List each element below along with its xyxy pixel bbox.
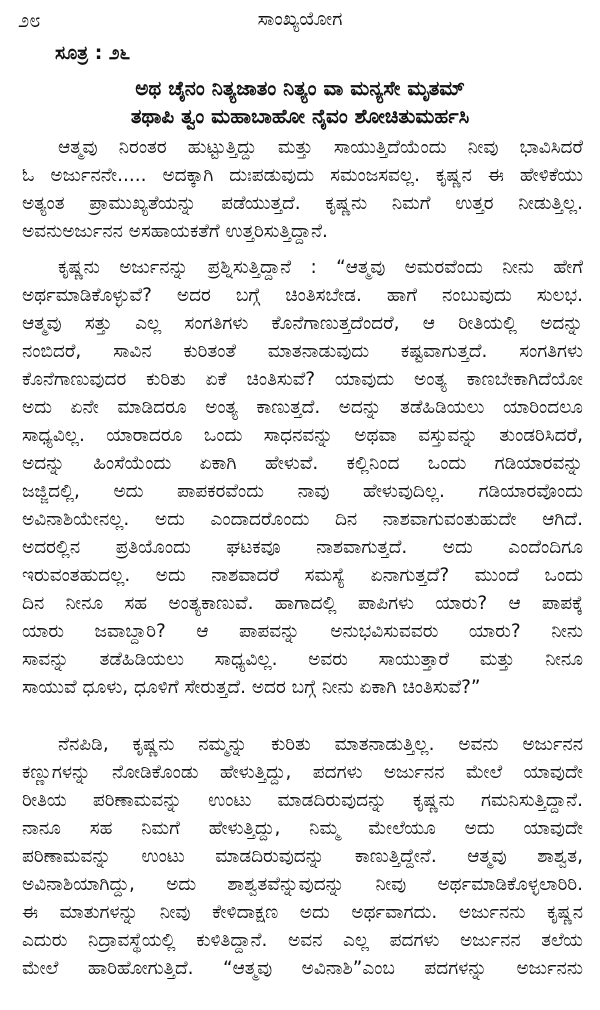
chapter-title: ಸಾಂಖ್ಯಯೋಗ [257,8,343,30]
paragraph-2 [22,254,583,702]
text-line: ಸಾಯುವೆ ಧೂಳು, ಧೂಳಿಗೆ ಸೇರುತ್ತದೆ. ಅದರ ಬಗ್ಗೆ ನೀನು ಏಕಾಗಿ ಚಿಂತಿಸುವೆ?” [22,677,481,698]
text-line: ಅತ್ಯಂತ ಪ್ರಾಮುಖ್ಯತೆಯನ್ನು ಪಡೆಯುತ್ತದೆ. ಕೃಷ್ಣನು ನಿಮಗೆ ಉತ್ತರ ನೀಡುತ್ತಿಲ್ಲ. [22,193,583,214]
paragraph-1 [22,134,583,246]
text-line: ಅದು ಏನೇ ಮಾಡಿದರೂ ಅಂತ್ಯ ಕಾಣುತ್ತದೆ. ಅದನ್ನು ತಡೆಹಿಡಿಯಲು ಯಾರಿಂದಲೂ [22,397,583,418]
text-line: ಅವನುಅರ್ಜುನನ ಅಸಹಾಯಕತೆಗೆ ಉತ್ತರಿಸುತ್ತಿದ್ದಾನೆ. [22,221,328,242]
text-line: ನೆನಪಿಡಿ, ಕೃಷ್ಣನು ನಮ್ಮನ್ನು ಕುರಿತು ಮಾತನಾಡುತ್ತಿಲ್ಲ. ಅವನು ಅರ್ಜುನನ [58,734,583,755]
text-line: ಮೇಲೆ ಹಾರಿಹೋಗುತ್ತಿದೆ. “ಆತ್ಮವು ಅವಿನಾಶಿ”ಎಂಬ ಪದಗಳನ್ನು ಅರ್ಜುನನು [22,958,583,979]
text-line: ಸಾಧ್ಯವಿಲ್ಲ. ಯಾರಾದರೂ ಒಂದು ಸಾಧನವನ್ನು ಅಥವಾ ವಸ್ತುವನ್ನು ತುಂಡರಿಸಿದರೆ, [22,425,583,446]
text-line: ಓ ಅರ್ಜುನನೇ..... ಅದಕ್ಕಾಗಿ ದುಃಪಡುವುದು ಸಮಂಜಸವಲ್ಲ. ಕೃಷ್ಣನ ಈ ಹೇಳಿಕೆಯು [22,165,583,186]
text-line: ಅದರಲ್ಲಿನ ಪ್ರತಿಯೊಂದು ಘಟಕವೂ ನಾಶವಾಗುತ್ತದೆ. ಅದು ಎಂದೆಂದಿಗೂ [22,537,583,558]
text-line: ಕಣ್ಣುಗಳನ್ನು ನೋಡಿಕೊಂಡು ಹೇಳುತ್ತಿದ್ದು, ಪದಗಳು ಅರ್ಜುನನ ಮೇಲೆ ಯಾವುದೇ [22,762,583,783]
text-line: ಪರಿಣಾಮವನ್ನು ಉಂಟು ಮಾಡದಿರುವುದನ್ನು ಕಾಣುತ್ತಿದ್ದೇನೆ. ಆತ್ಮವು ಶಾಶ್ವತ, [22,846,583,867]
verse-line-1: ಅಥ ಚೈನಂ ನಿತ್ಯಜಾತಂ ನಿತ್ಯಂ ವಾ ಮನ್ಯಸೇ ಮೃತಮ್ [135,76,465,100]
text-line: ನಾನೂ ಸಹ ನಿಮಗೆ ಹೇಳುತ್ತಿದ್ದು, ನಿಮ್ಮ ಮೇಲೆಯೂ ಅದು ಯಾವುದೇ [22,818,583,839]
verse-line-2: ತಥಾಪಿ ತ್ವಂ ಮಹಾಬಾಹೋ ನೈವಂ ಶೋಚಿತುಮರ್ಹಸಿ [130,104,470,128]
text-line: ಆತ್ಮವು ಸತ್ತು ಎಲ್ಲ ಸಂಗತಿಗಳು ಕೊನೆಗಾಣುತ್ತದೆಂದರೆ, ಆ ರೀತಿಯಲ್ಲಿ ಅದನ್ನು [22,313,583,334]
sutra-label: ಸೂತ್ರ : ೨೬ [55,42,131,64]
page-number: ೨೮ [18,8,41,32]
text-line: ಸಾವನ್ನು ತಡೆಹಿಡಿಯಲು ಸಾಧ್ಯವಿಲ್ಲ. ಅವರು ಸಾಯುತ್ತಾರೆ ಮತ್ತು ನೀನೂ [22,649,583,670]
text-line: ಎದುರು ನಿದ್ರಾವಸ್ಥೆಯಲ್ಲಿ ಕುಳಿತಿದ್ದಾನೆ. ಅವನ ಎಲ್ಲ ಪದಗಳು ಅರ್ಜುನನ ತಲೆಯ [22,930,583,951]
text-line: ಇರುವಂತಹುದಲ್ಲ. ಅದು ನಾಶವಾದರೆ ಸಮಸ್ಯೆ ಏನಾಗುತ್ತದೆ? ಮುಂದೆ ಒಂದು [22,565,583,586]
text-line: ನಂಬಿದರೆ, ಸಾವಿನ ಕುರಿತಂತೆ ಮಾತನಾಡುವುದು ಕಷ್ಟವಾಗುತ್ತದೆ. ಸಂಗತಿಗಳು [22,341,583,362]
text-line: ಆತ್ಮವು ನಿರಂತರ ಹುಟ್ಟುತ್ತಿದ್ದು ಮತ್ತು ಸಾಯುತ್ತಿದೆಯೆಂದು ನೀವು ಭಾವಿಸಿದರೆ [58,137,583,158]
text-line: ದಿನ ನೀನೂ ಸಹ ಅಂತ್ಯಕಾಣುವೆ. ಹಾಗಾದಲ್ಲಿ ಪಾಪಿಗಳು ಯಾರು? ಆ ಪಾಪಕ್ಕೆ [22,593,583,614]
text-line: ರೀತಿಯ ಪರಿಣಾಮವನ್ನು ಉಂಟು ಮಾಡದಿರುವುದನ್ನು ಕೃಷ್ಣನು ಗಮನಿಸುತ್ತಿದ್ದಾನೆ. [22,790,583,811]
text-line: ಜಜ್ಜಿದಲ್ಲಿ, ಅದು ಪಾಪಕರವೆಂದು ನಾವು ಹೇಳುವುದಿಲ್ಲ. ಗಡಿಯಾರವೊಂದು [22,481,583,502]
paragraph-3 [22,731,583,983]
text-line: ಯಾರು ಜವಾಬ್ದಾರಿ? ಆ ಪಾಪವನ್ನು ಅನುಭವಿಸುವವರು ಯಾರು? ನೀನು [22,621,583,642]
text-line: ಕೃಷ್ಣನು ಅರ್ಜುನನ್ನು ಪ್ರಶ್ನಿಸುತ್ತಿದ್ದಾನೆ : “ಆತ್ಮವು ಅಮರವೆಂದು ನೀನು ಹೇಗೆ [58,257,583,278]
text-line: ಅವಿನಾಶಿಯಾಗಿದ್ದು, ಅದು ಶಾಶ್ವತವೆನ್ನುವುದನ್ನು ನೀವು ಅರ್ಥಮಾಡಿಕೊಳ್ಳಲಾರಿರಿ. [22,874,583,895]
text-line: ಈ ಮಾತುಗಳನ್ನು ನೀವು ಕೇಳಿದಾಕ್ಷಣ ಅದು ಅರ್ಥವಾಗದು. ಅರ್ಜುನನು ಕೃಷ್ಣನ [22,902,583,923]
text-line: ಅವಿನಾಶಿಯೇನಲ್ಲ. ಅದು ಎಂದಾದರೊಂದು ದಿನ ನಾಶವಾಗುವಂತುಹುದೇ ಆಗಿದೆ. [22,509,583,530]
text-line: ಕೊನೆಗಾಣುವುದರ ಕುರಿತು ಏಕೆ ಚಿಂತಿಸುವೆ? ಯಾವುದು ಅಂತ್ಯ ಕಾಣಬೇಕಾಗಿದೆಯೋ [22,369,583,390]
text-line: ಅದನ್ನು ಹಿಂಸೆಯೆಂದು ಏಕಾಗಿ ಹೇಳುವೆ. ಕಲ್ಲಿನಿಂದ ಒಂದು ಗಡಿಯಾರವನ್ನು [22,453,583,474]
text-line: ಅರ್ಥಮಾಡಿಕೊಳ್ಳುವೆ? ಅದರ ಬಗ್ಗೆ ಚಿಂತಿಸಬೇಡ. ಹಾಗೆ ನಂಬುವುದು ಸುಲಭ. [22,285,583,306]
